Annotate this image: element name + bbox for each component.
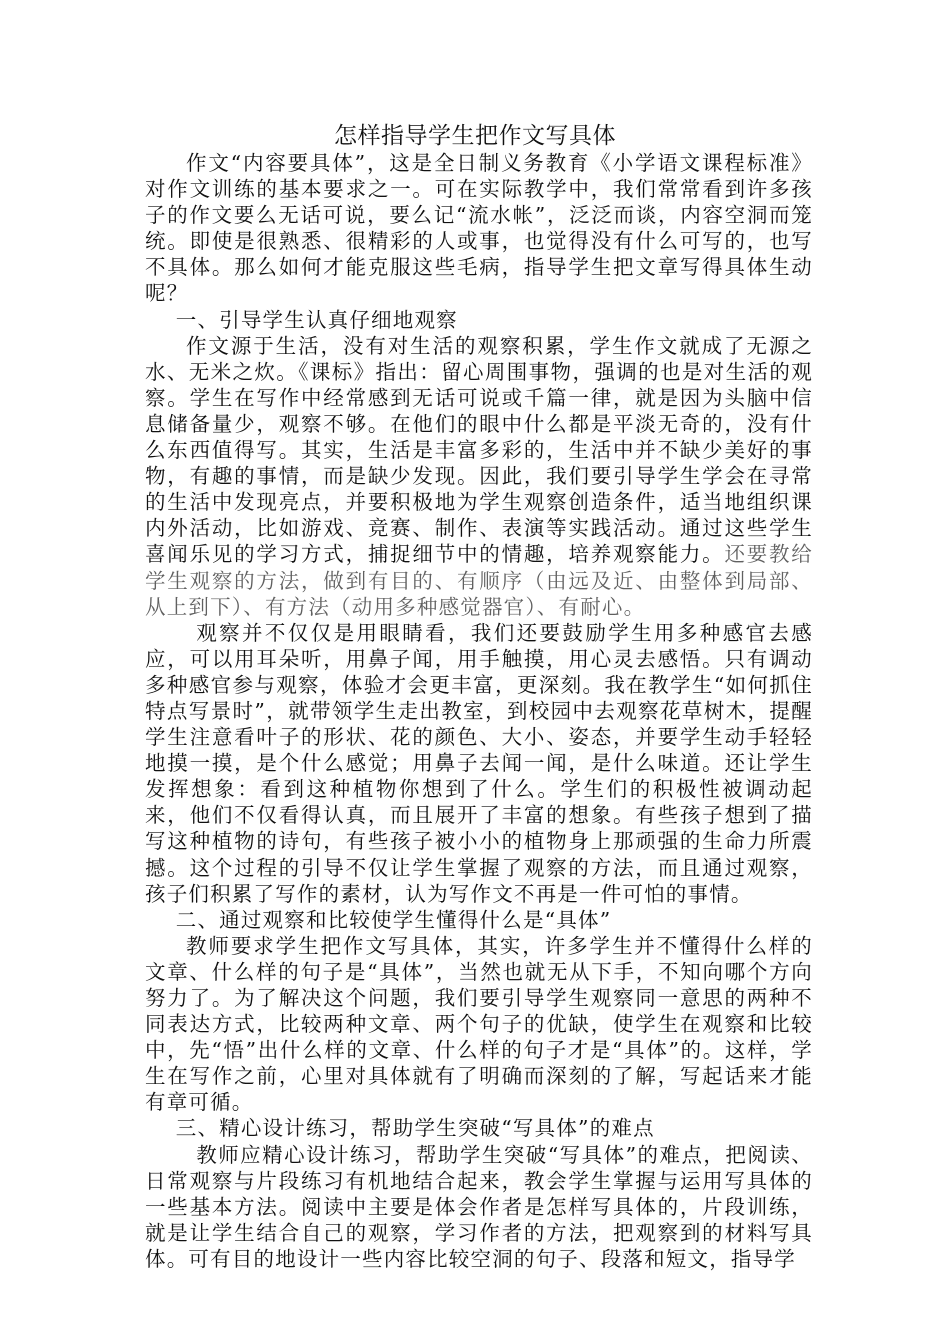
section-heading-3: 三、精心设计练习，帮助学生突破“写具体”的难点 [175, 1116, 655, 1141]
comparison-paragraph: 教师要求学生把作文写具体，其实，许多学生并不懂得什么样的文章、什么样的句子是“具体”，当然也就无从下手，不知向哪个方向努力了。为了解决这个问题，我们要引导学生观察同一意思的两种不同表达方式，比较两种文章、两个句子的优缺，使学生在观察和比较中，先“悟”出什么样的文章、什么样的句子才是“具体”的。这样，学生在写作之前，心里对具体就有了明确而深刻的了解，写起话来才能有章可循。 [145, 933, 813, 1115]
observation-paragraph [145, 333, 813, 620]
document-body [145, 150, 813, 1272]
practice-paragraph: 教师应精心设计练习，帮助学生突破“写具体”的难点，把阅读、日常观察与片段练习有机地结合起来，教会学生掌握与运用写具体的一些基本方法。阅读中主要是体会作者是怎样写具体的，片段训练，就是让学生结合自己的观察，学习作者的方法，把观察到的材料写具体。可有目的地设计一些内容比较空洞的句子、段落和短文，指导学 [145, 1142, 813, 1271]
intro-paragraph: 作文“内容要具体”，这是全日制义务教育《小学语文课程标准》对作文训练的基本要求之一。可在实际教学中，我们常常看到许多孩子的作文要么无话可说，要么记“流水帐”，泛泛而谈，内容空洞而笼统。即使是很熟悉、很精彩的人或事，也觉得没有什么可写的，也写不具体。那么如何才能克服这些毛病，指导学生把文章写得具体生动呢？ [145, 151, 813, 306]
observation-method-text: 还要教给学生观察的方法，做到有目的、有顺序（由远及近、由整体到局部、从上到下）、有方法（动用多种感觉器官）、有耐心。 [145, 542, 813, 619]
section-heading-1: 一、引导学生认真仔细地观察 [175, 307, 458, 332]
senses-paragraph: 观察并不仅仅是用眼睛看，我们还要鼓励学生用多种感官去感应，可以用耳朵听，用鼻子闻，用手触摸，用心灵去感悟。只有调动多种感官参与观察，体验才会更丰富，更深刻。我在教学生“如何抓住特点写景时”，就带领学生走出教室，到校园中去观察花草树木，提醒学生注意看叶子的形状、花的颜色、大小、姿态，并要学生动手轻轻地摸一摸，是个什么感觉；用鼻子去闻一闻，是什么味道。还让学生发挥想象：看到这种植物你想到了什么。学生们的积极性被调动起来，他们不仅看得认真，而且展开了丰富的想象。有些孩子想到了描写这种植物的诗句，有些孩子被小小的植物身上那顽强的生命力所震撼。这个过程的引导不仅让学生掌握了观察的方法，而且通过观察，孩子们积累了写作的素材，认为写作文不再是一件可怕的事情。 [145, 620, 813, 906]
document-title: 怎样指导学生把作文写具体 [334, 123, 616, 149]
observation-text: 作文源于生活，没有对生活的观察积累，学生作文就成了无源之水、无米之炊。《课标》指出：留心周围事物，强调的也是对生活的观察。学生在写作中经常感到无话可说或千篇一律，就是因为头脑中信息储备量少，观察不够。在他们的眼中什么都是平淡无奇的，没有什么东西值得写。其实，生活是丰富多彩的，生活中并不缺少美好的事物，有趣的事情，而是缺少发现。因此，我们要引导学生学会在寻常的生活中发现亮点，并要积极地为学生观察创造条件，适当地组织课内外活动，比如游戏、竞赛、制作、表演等实践活动。通过这些学生喜闻乐见的学习方式，捕捉细节中的情趣，培养观察能力。 [145, 333, 813, 567]
section-heading-2: 二、通过观察和比较使学生懂得什么是“具体” [175, 907, 612, 932]
